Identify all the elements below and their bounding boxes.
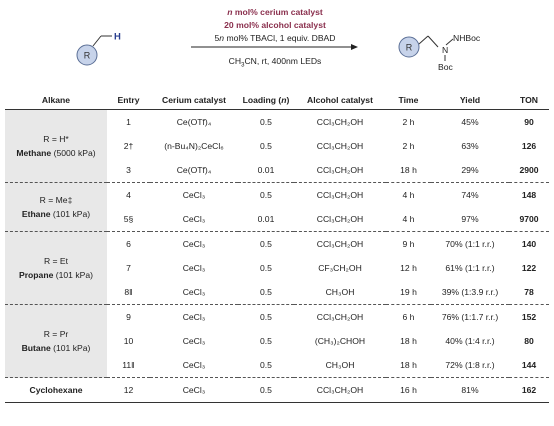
col-yield: Yield	[431, 90, 509, 110]
table-row	[5, 110, 549, 135]
time-cell: 2 h	[402, 117, 415, 127]
entry-cell: 7	[126, 263, 131, 273]
product-boc-label: Boc	[438, 62, 453, 72]
table-row	[5, 183, 549, 208]
loading-cell: 0.5	[238, 378, 294, 403]
alcohol-cell: CCl₃CH₂OH	[316, 141, 364, 151]
col-loading: Loading (n)	[238, 90, 294, 110]
col-entry: Entry	[107, 90, 150, 110]
table-header-row	[5, 90, 549, 110]
entry-cell: 3	[126, 165, 131, 175]
ton-cell: 162	[509, 378, 549, 403]
alkane-pressure: (5000 kPa)	[53, 148, 96, 158]
yield-cell: 76% (1:1.7 r.r.)	[431, 305, 509, 330]
yield-cell: 45%	[461, 117, 479, 127]
condition-alcohol: 20 mol% alcohol catalyst	[224, 20, 326, 30]
alkane-cell-cyclohexane	[5, 378, 107, 403]
alcohol-cell: CCl₃CH₂OH	[316, 117, 364, 127]
product-bond-2	[428, 36, 438, 47]
yield-cell: 40% (1:4 r.r.)	[445, 336, 495, 346]
cerium-cell: Ce(OTf)₄	[176, 117, 212, 127]
alkane-pressure: (101 kPa)	[52, 209, 91, 219]
cerium-cell: CeCl₃	[182, 336, 206, 346]
alcohol-cell: CCl₃CH₂OH	[294, 378, 386, 403]
yield-cell: 63%	[461, 141, 479, 151]
alkane-r: R = Me‡	[39, 195, 73, 205]
product-nhboc-label: NHBoc	[453, 33, 481, 43]
alcohol-cell: CCl₃CH₂OH	[294, 305, 386, 330]
alkane-pressure: (101 kPa)	[53, 343, 91, 353]
cerium-cell: CeCl₃	[150, 378, 238, 403]
yield-cell: 97%	[461, 214, 479, 224]
condition-solvent: $CH_3CN$, rt, 400nm LEDs	[228, 56, 322, 69]
ton-cell: 126	[521, 141, 537, 151]
yield-cell: 81%	[431, 378, 509, 403]
product-bond-1	[419, 36, 428, 44]
alkane-cell-butane	[5, 305, 107, 378]
time-cell: 2 h	[402, 141, 415, 151]
cerium-cell: CeCl₃	[182, 263, 206, 273]
cerium-cell: CeCl₃	[150, 183, 238, 208]
alkane-r: R = Pr	[43, 329, 69, 339]
alcohol-cell: (CH₃)₂CHOH	[314, 336, 366, 346]
condition-cerium: n mol% cerium catalyst	[227, 7, 323, 17]
col-ton: TON	[509, 90, 549, 110]
time-cell: 18 h	[400, 336, 417, 346]
loading-cell: 0.01	[257, 214, 275, 224]
entry-cell: 12	[107, 378, 150, 403]
alcohol-cell: CCl₃CH₂OH	[294, 183, 386, 208]
alkane-r: R = H*	[43, 134, 69, 144]
time-cell: 4 h	[402, 214, 415, 224]
alcohol-cell: CH₃OH	[325, 287, 355, 297]
entry-cell: 8‖	[124, 287, 133, 297]
yield-cell: 72% (1:8 r.r.)	[445, 360, 495, 370]
alkane-r: R = Et	[43, 256, 69, 266]
reactant-h-label: H	[114, 31, 121, 43]
yield-cell: 70% (1:1 r.r.)	[431, 232, 509, 257]
alcohol-cell: CF₃CH₂OH	[318, 263, 362, 273]
table-row	[5, 305, 549, 330]
entry-cell: 6	[107, 232, 150, 257]
reactant-bond-1	[93, 36, 101, 46]
entry-cell: 2†	[123, 141, 134, 151]
entry-cell: 9	[107, 305, 150, 330]
entry-cell: 11‖	[122, 360, 135, 370]
alcohol-cell: CCl₃CH₂OH	[316, 214, 364, 224]
col-alkane: Alkane	[5, 90, 107, 110]
alkane-name: Cyclohexane	[29, 385, 83, 395]
table-row	[5, 232, 549, 257]
ton-cell: 152	[509, 305, 549, 330]
time-cell: 6 h	[386, 305, 431, 330]
cerium-cell: CeCl₃	[150, 232, 238, 257]
loading-cell: 0.5	[260, 360, 272, 370]
loading-cell: 0.5	[260, 287, 272, 297]
reactant-r-label: R	[83, 50, 91, 61]
ton-cell: 2900	[519, 165, 539, 175]
cerium-cell: CeCl₃	[182, 214, 206, 224]
loading-cell: 0.5	[238, 232, 294, 257]
cerium-cell: (n-Bu₄N)₂CeCl₆	[164, 141, 224, 151]
product-n-label: N	[442, 45, 449, 55]
ton-cell: 80	[524, 336, 534, 346]
alcohol-cell: CCl₃CH₂OH	[316, 165, 364, 175]
alkane-pressure: (101 kPa)	[55, 270, 94, 280]
loading-cell: 0.01	[257, 165, 275, 175]
loading-cell: 0.5	[238, 183, 294, 208]
col-cerium-catalyst: Cerium catalyst	[150, 90, 238, 110]
loading-cell: 0.5	[238, 305, 294, 330]
ton-cell: 90	[524, 117, 534, 127]
ton-cell: 144	[521, 360, 537, 370]
col-time: Time	[386, 90, 431, 110]
time-cell: 9 h	[386, 232, 431, 257]
alkane-name: Ethane	[21, 209, 51, 219]
ton-cell: 9700	[519, 214, 539, 224]
col-alcohol-catalyst: Alcohol catalyst	[294, 90, 386, 110]
alcohol-cell: CH₃OH	[325, 360, 355, 370]
loading-cell: 0.5	[260, 336, 272, 346]
time-cell: 16 h	[386, 378, 431, 403]
alkane-cell-propane	[5, 232, 107, 305]
entry-cell: 4	[107, 183, 150, 208]
time-cell: 4 h	[386, 183, 431, 208]
alcohol-cell: CCl₃CH₂OH	[294, 232, 386, 257]
ton-cell: 78	[524, 287, 534, 297]
entry-cell: 1	[126, 117, 131, 127]
product-bond-3	[446, 39, 453, 45]
ton-cell: 140	[509, 232, 549, 257]
time-cell: 18 h	[400, 360, 417, 370]
yield-cell: 74%	[431, 183, 509, 208]
alkane-cell-ethane	[5, 183, 107, 232]
cerium-cell: CeCl₃	[182, 287, 206, 297]
table-row	[5, 378, 549, 403]
loading-cell: 0.5	[260, 141, 272, 151]
entry-cell: 10	[123, 336, 134, 346]
alkane-name: Butane	[21, 343, 51, 353]
results-table	[5, 90, 549, 403]
time-cell: 19 h	[400, 287, 417, 297]
alkane-name: Propane	[18, 270, 54, 280]
yield-cell: 61% (1:1 r.r.)	[445, 263, 495, 273]
alkane-cell-methane	[5, 110, 107, 183]
cerium-cell: Ce(OTf)₄	[176, 165, 212, 175]
entry-cell: 5§	[123, 214, 134, 224]
loading-cell: 0.5	[260, 263, 272, 273]
cerium-cell: CeCl₃	[150, 305, 238, 330]
yield-cell: 39% (1:3.9 r.r.)	[441, 287, 499, 297]
condition-tbacl: 5n mol% TBACl, 1 equiv. DBAD	[214, 33, 336, 43]
loading-cell: 0.5	[260, 117, 272, 127]
alkane-name: Methane	[16, 148, 52, 158]
time-cell: 18 h	[400, 165, 417, 175]
ton-cell: 122	[521, 263, 537, 273]
time-cell: 12 h	[400, 263, 417, 273]
product-r-label: R	[405, 42, 413, 53]
cerium-cell: CeCl₃	[182, 360, 206, 370]
ton-cell: 148	[509, 183, 549, 208]
yield-cell: 29%	[461, 165, 479, 175]
